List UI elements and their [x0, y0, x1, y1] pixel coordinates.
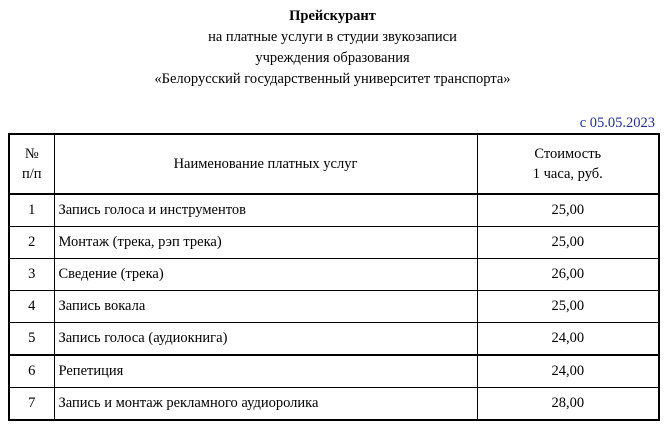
row-number: 2: [9, 227, 54, 259]
table-row: [9, 291, 659, 323]
service-price: 25,00: [477, 227, 659, 259]
column-header-price: [477, 134, 659, 194]
header-line-1: на платные услуги в студии звукозаписи: [208, 29, 457, 45]
effective-date: с 05.05.2023: [579, 115, 655, 131]
header-line-2: учреждения образования: [255, 50, 410, 66]
document-header: [0, 6, 665, 90]
service-price: 24,00: [477, 355, 659, 388]
column-header-price-line2: 1 часа, руб.: [532, 166, 603, 182]
header-line-3: «Белорусский государственный университет транспорта»: [154, 71, 511, 87]
service-price: 26,00: [477, 259, 659, 291]
table-row: [9, 194, 659, 227]
column-header-number-line2: п/п: [21, 166, 42, 182]
service-name: Запись голоса и инструментов: [54, 194, 477, 227]
service-name: Репетиция: [54, 355, 477, 388]
column-header-price-line1: Стоимость: [534, 146, 602, 162]
row-number: 6: [9, 355, 54, 388]
table-row: [9, 227, 659, 259]
table-row: [9, 355, 659, 388]
service-name: Запись голоса (аудиокнига): [54, 323, 477, 356]
document-title: Прейскурант: [289, 8, 376, 24]
price-table: [8, 133, 660, 421]
service-price: 24,00: [477, 323, 659, 356]
service-price: 25,00: [477, 194, 659, 227]
service-name: Запись вокала: [54, 291, 477, 323]
column-header-number-line1: №: [24, 146, 39, 162]
column-header-number: [9, 134, 54, 194]
column-header-name: Наименование платных услуг: [54, 134, 477, 194]
service-name: Запись и монтаж рекламного аудиоролика: [54, 388, 477, 421]
table-header-row: [9, 134, 659, 194]
row-number: 3: [9, 259, 54, 291]
table-row: [9, 388, 659, 421]
table-row: [9, 323, 659, 356]
service-name: Сведение (трека): [54, 259, 477, 291]
table-row: [9, 259, 659, 291]
service-price: 28,00: [477, 388, 659, 421]
service-name: Монтаж (трека, рэп трека): [54, 227, 477, 259]
row-number: 4: [9, 291, 54, 323]
service-price: 25,00: [477, 291, 659, 323]
row-number: 5: [9, 323, 54, 356]
row-number: 1: [9, 194, 54, 227]
row-number: 7: [9, 388, 54, 421]
